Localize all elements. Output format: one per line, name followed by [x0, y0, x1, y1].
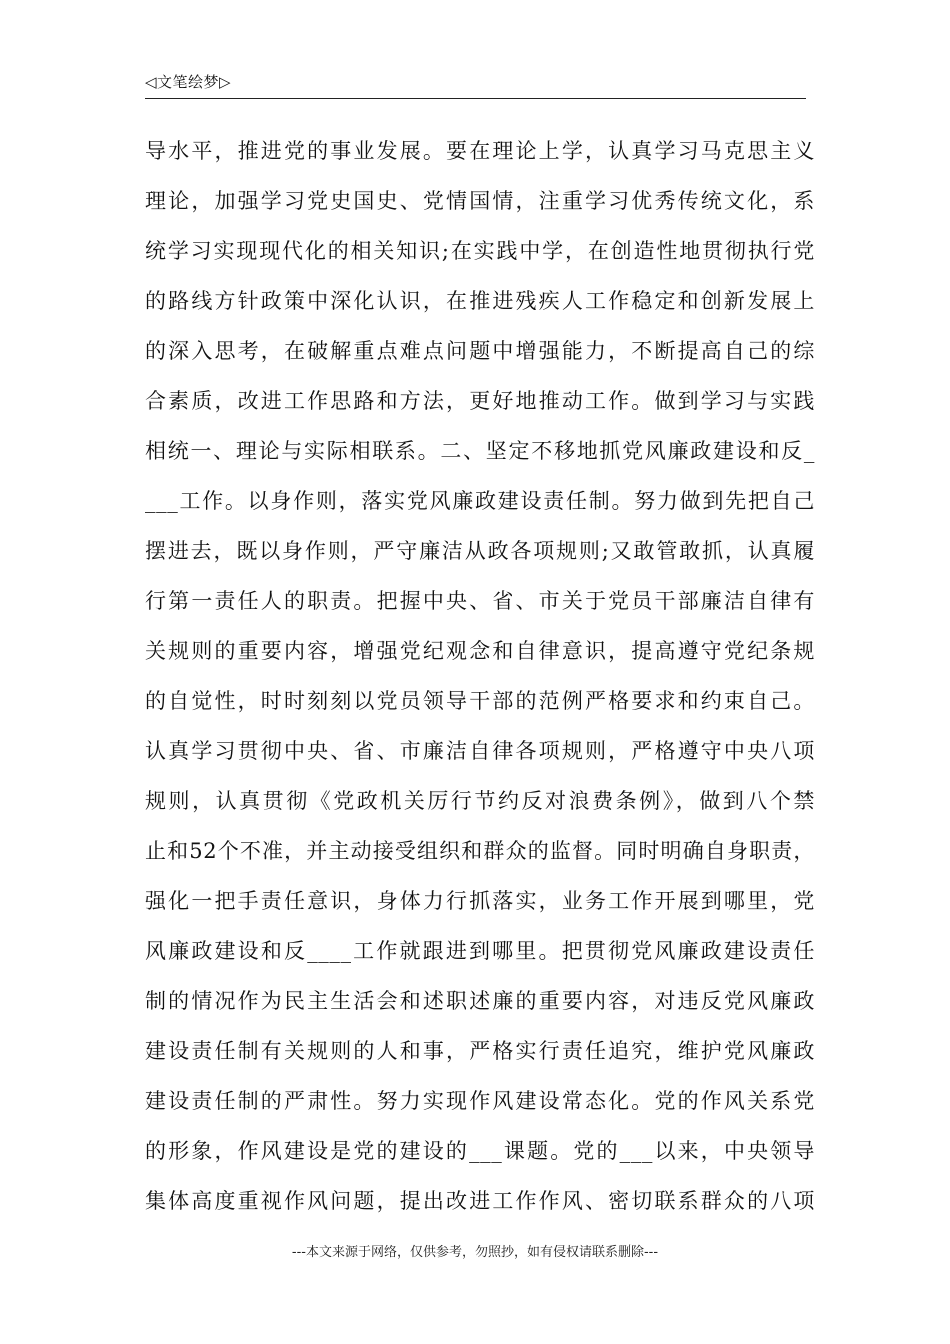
text-line: 摆进去，既以身作则，严守廉洁从政各项规则;又敢管敢抓，认真履	[145, 539, 815, 563]
page-footer: ---本文来源于网络，仅供参考，勿照抄，如有侵权请联系删除---	[291, 1245, 659, 1260]
document-body	[145, 126, 815, 1226]
text-line: 止和52个不准，并主动接受组织和群众的监督。同时明确自身职责，	[145, 839, 815, 863]
text-line: 统学习实现现代化的相关知识;在实践中学，在创造性地贯彻执行党	[145, 239, 815, 263]
text-line: 建设责任制的严肃性。努力实现作风建设常态化。党的作风关系党	[145, 1089, 815, 1113]
text-line: 导水平，推进党的事业发展。要在理论上学，认真学习马克思主义	[145, 139, 815, 163]
text-line: 关规则的重要内容，增强党纪观念和自律意识，提高遵守党纪条规	[145, 639, 815, 663]
text-line: 建设责任制有关规则的人和事，严格实行责任追究，维护党风廉政	[145, 1039, 815, 1063]
header-title: ◁文笔绘梦▷	[145, 73, 232, 91]
text-line: 的形象，作风建设是党的建设的___课题。党的___以来，中央领导	[145, 1139, 815, 1163]
text-line: 相统一、理论与实际相联系。二、坚定不移地抓党风廉政建设和反_	[145, 439, 815, 463]
text-line: 认真学习贯彻中央、省、市廉洁自律各项规则，严格遵守中央八项	[145, 739, 815, 763]
text-line: 的路线方针政策中深化认识，在推进残疾人工作稳定和创新发展上	[145, 289, 815, 313]
text-line: 强化一把手责任意识，身体力行抓落实，业务工作开展到哪里，党	[145, 889, 815, 913]
text-line: 风廉政建设和反____工作就跟进到哪里。把贯彻党风廉政建设责任	[145, 939, 815, 963]
text-line: 的深入思考，在破解重点难点问题中增强能力，不断提高自己的综	[145, 339, 815, 363]
text-line: ___工作。以身作则，落实党风廉政建设责任制。努力做到先把自己	[145, 489, 815, 513]
text-line: 集体高度重视作风问题，提出改进工作作风、密切联系群众的八项	[145, 1189, 815, 1213]
text-line: 合素质，改进工作思路和方法，更好地推动工作。做到学习与实践	[145, 389, 815, 413]
text-line: 规则，认真贯彻《党政机关厉行节约反对浪费条例》，做到八个禁	[145, 789, 815, 813]
page-header	[145, 70, 806, 99]
text-line: 行第一责任人的职责。把握中央、省、市关于党员干部廉洁自律有	[145, 589, 815, 613]
text-line: 的自觉性，时时刻刻以党员领导干部的范例严格要求和约束自己。	[145, 689, 815, 713]
text-line: 制的情况作为民主生活会和述职述廉的重要内容，对违反党风廉政	[145, 989, 815, 1013]
text-line: 理论，加强学习党史国史、党情国情，注重学习优秀传统文化，系	[145, 189, 815, 213]
